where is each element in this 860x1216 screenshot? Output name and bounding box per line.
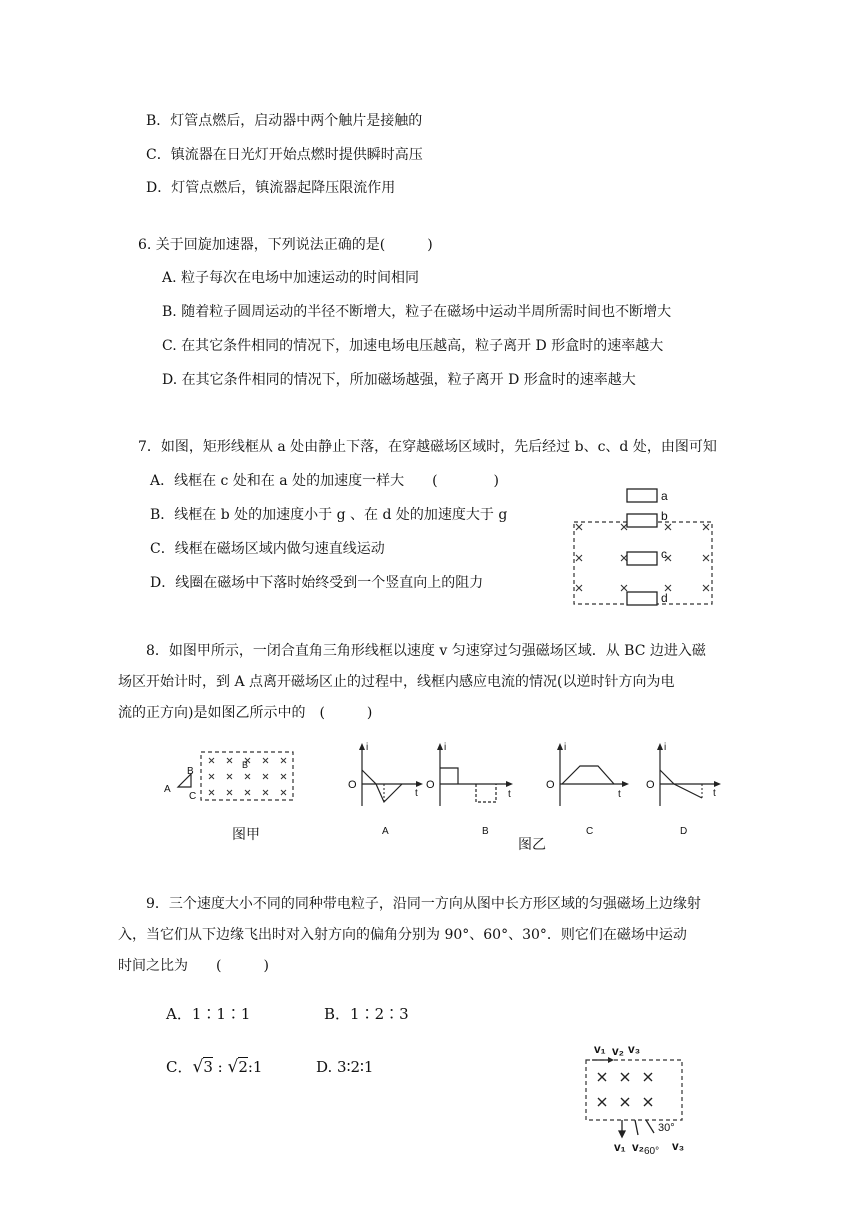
q9-option-b: B．1∶2∶3 bbox=[324, 1005, 409, 1023]
q8-graph-d bbox=[640, 740, 730, 810]
svg-text:i: i bbox=[366, 742, 369, 753]
q7-frame-b bbox=[627, 514, 657, 527]
q9-line-1: 9．三个速度大小不同的同种带电粒子，沿同一方向从图中长方形区域的匀强磁场上边缘射 bbox=[146, 896, 701, 912]
svg-text:t: t bbox=[713, 788, 716, 799]
svg-text:O: O bbox=[646, 779, 655, 791]
q7-frame-c bbox=[627, 552, 657, 565]
q9-line-3: 时间之比为 ( ) bbox=[118, 958, 269, 974]
q8-label-b: B bbox=[187, 766, 194, 777]
q6-option-c: C. 在其它条件相同的情况下，加速电场电压越高，粒子离开 D 形盒时的速率越大 bbox=[162, 338, 664, 354]
svg-text:t: t bbox=[618, 789, 621, 800]
q9-label-v1-top: v₁ bbox=[594, 1042, 606, 1056]
q7-option-d: D．线圈在磁场中下落时始终受到一个竖直向上的阻力 bbox=[150, 575, 484, 591]
q7-label-a: a bbox=[661, 489, 668, 503]
q7-label-b: b bbox=[661, 509, 668, 523]
q8-graph-b bbox=[420, 740, 520, 810]
q8-graph-c bbox=[540, 740, 640, 810]
q9-option-c-tail: :1 bbox=[247, 1058, 263, 1076]
q8-graph-label-a: A bbox=[382, 826, 389, 837]
q7-frame-a bbox=[627, 489, 657, 502]
q9-line-2: 入，当它们从下边缘飞出时对入射方向的偏角分别为 90°、60°、30°．则它们在磁场中运动 bbox=[118, 927, 687, 943]
q7-stem: 7．如图，矩形线框从 a 处由静止下落，在穿越磁场区域时，先后经过 b、c、d 处，由图可知 bbox=[138, 439, 717, 455]
q7-falling-frame-figure bbox=[570, 484, 720, 610]
q7-frame-d bbox=[627, 592, 657, 605]
q9-magnetic-field-figure bbox=[580, 1040, 700, 1155]
svg-text:O: O bbox=[426, 779, 435, 791]
q8-graph-label-b: B bbox=[482, 826, 489, 837]
q6-option-a: A. 粒子每次在电场中加速运动的时间相同 bbox=[162, 270, 420, 286]
q6-option-b: B. 随着粒子圆周运动的半径不断增大，粒子在磁场中运动半周所需时间也不断增大 bbox=[162, 304, 672, 320]
svg-text:t: t bbox=[415, 788, 418, 799]
q9-label-v2-top: v₂ bbox=[612, 1044, 625, 1058]
q7-label-d: d bbox=[661, 591, 668, 605]
q8-caption-jia: 图甲 bbox=[232, 827, 260, 843]
q9-option-c: C．√3 : √2:1 bbox=[166, 1057, 263, 1077]
q8-graph-label-d: D bbox=[680, 826, 688, 837]
q8-line-2: 场区开始计时，到 A 点离开磁场区止的过程中，线框内感应电流的情况(以逆时针方向为电 bbox=[118, 674, 675, 690]
q8-caption-yi: 图乙 bbox=[518, 837, 546, 853]
q5-option-d: D．灯管点燃后，镇流器起降压限流作用 bbox=[146, 180, 396, 196]
q8-label-c: C bbox=[189, 791, 197, 802]
svg-text:i: i bbox=[564, 742, 567, 753]
q8-graph-label-c: C bbox=[586, 826, 594, 837]
q9-label-v2-bottom: v₂ bbox=[632, 1140, 645, 1154]
q8-graph-a bbox=[342, 740, 432, 810]
q9-label-v3-top: v₃ bbox=[628, 1042, 641, 1056]
q7-option-c: C．线框在磁场区域内做匀速直线运动 bbox=[150, 541, 385, 557]
q7-option-b: B．线框在 b 处的加速度小于 g 、在 d 处的加速度大于 g bbox=[150, 507, 508, 523]
q8-figure-jia bbox=[158, 748, 298, 808]
svg-text:i: i bbox=[444, 742, 447, 753]
q7-label-c: c bbox=[661, 547, 667, 561]
svg-text:i: i bbox=[664, 742, 667, 753]
q5-option-c: C．镇流器在日光灯开始点燃时提供瞬时高压 bbox=[146, 147, 423, 163]
q9-field-crosses bbox=[598, 1073, 652, 1106]
q8-label-a: A bbox=[164, 784, 171, 795]
q8-line-1: 8．如图甲所示，一闭合直角三角形线框以速度 v 匀速穿过匀强磁场区域．从 BC 边进入磁 bbox=[146, 643, 706, 659]
q5-option-b: B．灯管点燃后，启动器中两个触片是接触的 bbox=[146, 113, 423, 129]
q9-label-60deg: 60° bbox=[644, 1146, 660, 1157]
q6-stem: 6. 关于回旋加速器，下列说法正确的是( ) bbox=[138, 237, 433, 253]
q9-option-c-radicand-1: 3 bbox=[203, 1058, 213, 1076]
svg-text:t: t bbox=[508, 789, 511, 800]
q9-label-30deg: 30° bbox=[658, 1122, 675, 1134]
q9-exit-velocities bbox=[619, 1120, 654, 1137]
q9-option-c-prefix: C． bbox=[166, 1058, 193, 1076]
q9-option-d: D. 3∶2∶1 bbox=[316, 1058, 374, 1076]
q6-option-d: D. 在其它条件相同的情况下，所加磁场越强，粒子离开 D 形盒时的速率越大 bbox=[162, 372, 636, 388]
q8-line-3: 流的正方向)是如图乙所示中的 ( ) bbox=[118, 705, 373, 721]
q9-label-v1-bottom: v₁ bbox=[614, 1140, 626, 1154]
q8-field-label-b: B bbox=[242, 760, 249, 770]
q9-option-c-radicand-2: 2 bbox=[238, 1058, 248, 1076]
q9-label-v3-bottom: v₃ bbox=[672, 1139, 685, 1153]
svg-text:O: O bbox=[348, 779, 357, 791]
q9-option-a: A．1∶1∶1 bbox=[166, 1005, 251, 1023]
q7-option-a: A．线框在 c 处和在 a 处的加速度一样大 ( ) bbox=[150, 473, 500, 489]
svg-text:O: O bbox=[546, 779, 555, 791]
